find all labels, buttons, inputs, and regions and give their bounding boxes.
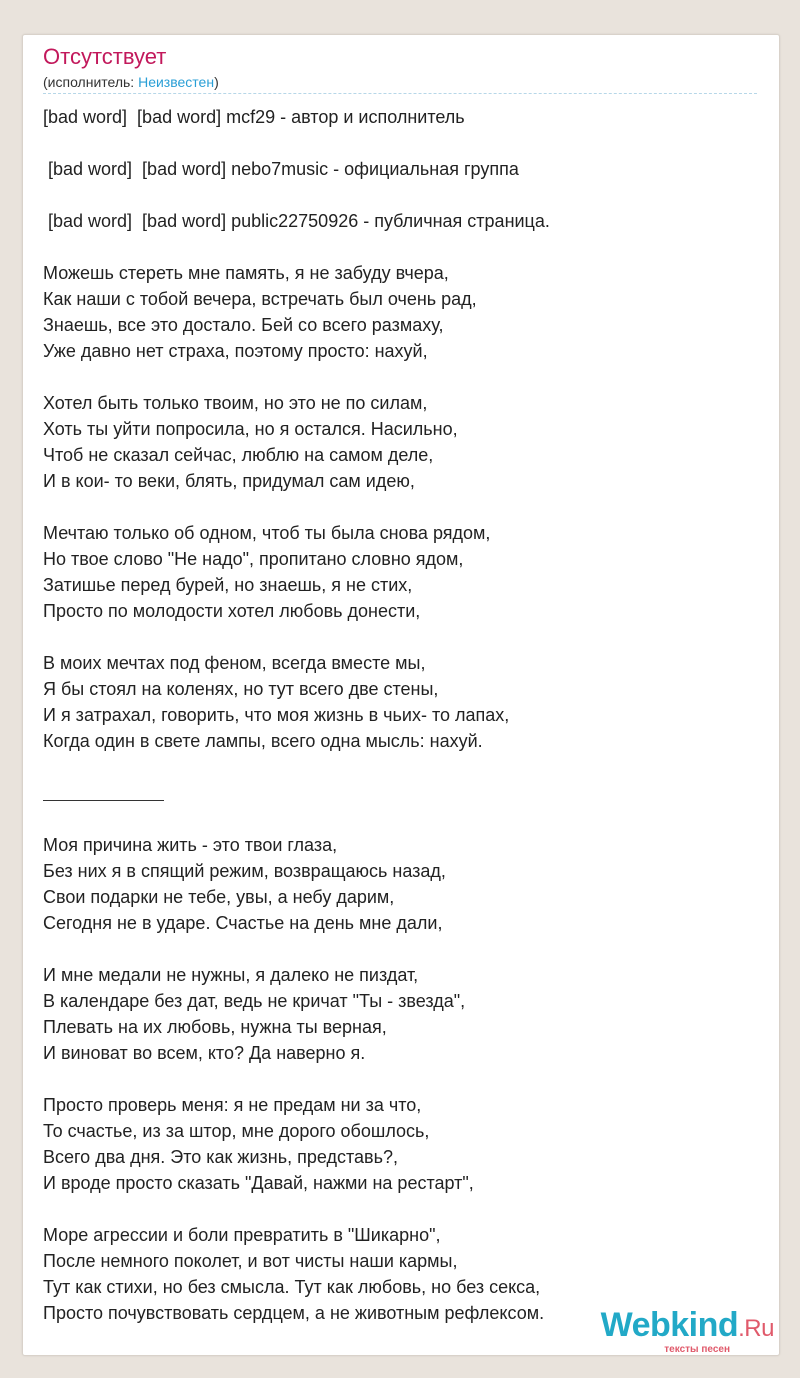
- lyrics-line: [bad word] [bad word] mcf29 - автор и исполнитель: [43, 107, 465, 127]
- watermark-brand: Webkind: [600, 1306, 739, 1344]
- lyrics-line: Но твое слово "Не надо", пропитано словно ядом,: [43, 549, 464, 569]
- lyrics-line: И виноват во всем, кто? Да наверно я.: [43, 1043, 366, 1063]
- lyrics-blank-line: [43, 1066, 763, 1092]
- lyrics-line: Просто почувствовать сердцем, а не животным рефлексом.: [43, 1303, 545, 1323]
- lyrics-line: [bad word] [bad word] public22750926 - публичная страница.: [43, 211, 550, 231]
- lyrics-line: Знаешь, все это достало. Бей со всего размаху,: [43, 315, 444, 335]
- watermark-logo: [601, 1308, 774, 1346]
- lyrics-line: После немного поколет, и вот чисты наши кармы,: [43, 1251, 458, 1271]
- lyrics-line: Я бы стоял на коленях, но тут всего две стены,: [43, 679, 439, 699]
- lyrics-line: Свои подарки не тебе, увы, а небу дарим,: [43, 887, 395, 907]
- lyrics-line: Когда один в свете лампы, всего одна мысль: нахуй.: [43, 731, 483, 751]
- lyrics-blank-line: [43, 806, 763, 832]
- lyrics-line: Просто проверь меня: я не предам ни за что,: [43, 1095, 422, 1115]
- lyrics-body: [43, 104, 763, 1326]
- artist-suffix: ): [214, 74, 219, 90]
- song-card: [22, 34, 780, 1356]
- lyrics-line: Тут как стихи, но без смысла. Тут как любовь, но без секса,: [43, 1277, 541, 1297]
- lyrics-line: Хотел быть только твоим, но это не по силам,: [43, 393, 428, 413]
- lyrics-line: И я затрахал, говорить, что моя жизнь в чьих- то лапах,: [43, 705, 510, 725]
- lyrics-blank-line: [43, 624, 763, 650]
- lyrics-blank-line: [43, 936, 763, 962]
- lyrics-line: Плевать на их любовь, нужна ты верная,: [43, 1017, 387, 1037]
- lyrics-line: Уже давно нет страха, поэтому просто: нахуй,: [43, 341, 428, 361]
- lyrics-line: Сегодня не в ударе. Счастье на день мне дали,: [43, 913, 443, 933]
- lyrics-line: В моих мечтах под феном, всегда вместе мы,: [43, 653, 426, 673]
- lyrics-blank-line: [43, 130, 763, 156]
- lyrics-line: Чтоб не сказал сейчас, люблю на самом деле,: [43, 445, 434, 465]
- lyrics-blank-line: [43, 234, 763, 260]
- lyrics-line: И мне медали не нужны, я далеко не пиздат,: [43, 965, 419, 985]
- lyrics-line: Затишье перед бурей, но знаешь, я не стих,: [43, 575, 413, 595]
- lyrics-blank-line: [43, 182, 763, 208]
- lyrics-line: Моя причина жить - это твои глаза,: [43, 835, 338, 855]
- lyrics-line: Всего два дня. Это как жизнь, представь?,: [43, 1147, 398, 1167]
- artist-link[interactable]: Неизвестен: [138, 74, 215, 90]
- header-divider: [43, 93, 757, 94]
- lyrics-blank-line: [43, 494, 763, 520]
- lyrics-line: Мечтаю только об одном, чтоб ты была снова рядом,: [43, 523, 491, 543]
- watermark-tagline: тексты песен: [664, 1344, 730, 1355]
- lyrics-line: Как наши с тобой вечера, встречать был очень рад,: [43, 289, 477, 309]
- separator-rule: [43, 800, 164, 801]
- lyrics-blank-line: [43, 754, 763, 780]
- lyrics-line: И вроде просто сказать "Давай, нажми на рестарт",: [43, 1173, 474, 1193]
- lyrics-line: Можешь стереть мне память, я не забуду вчера,: [43, 263, 449, 283]
- lyrics-line: То счастье, из за штор, мне дорого обошлось,: [43, 1121, 430, 1141]
- artist-line: [43, 74, 219, 90]
- lyrics-line: Море агрессии и боли превратить в "Шикарно",: [43, 1225, 441, 1245]
- lyrics-blank-line: [43, 364, 763, 390]
- lyrics-line: В календаре без дат, ведь не кричат "Ты - звезда",: [43, 991, 466, 1011]
- song-title: Отсутствует: [43, 44, 167, 69]
- lyrics-blank-line: [43, 1196, 763, 1222]
- webkind-watermark: [601, 1308, 774, 1355]
- lyrics-line: [bad word] [bad word] nebo7music - официальная группа: [43, 159, 519, 179]
- lyrics-line: Просто по молодости хотел любовь донести,: [43, 601, 421, 621]
- artist-prefix: (исполнитель:: [43, 74, 139, 90]
- lyrics-line: Без них я в спящий режим, возвращаюсь назад,: [43, 861, 446, 881]
- section-separator-line: [43, 780, 763, 806]
- lyrics-line: Хоть ты уйти попросила, но я остался. Насильно,: [43, 419, 458, 439]
- watermark-tld: .Ru: [738, 1315, 774, 1342]
- lyrics-line: И в кои- то веки, блять, придумал сам идею,: [43, 471, 415, 491]
